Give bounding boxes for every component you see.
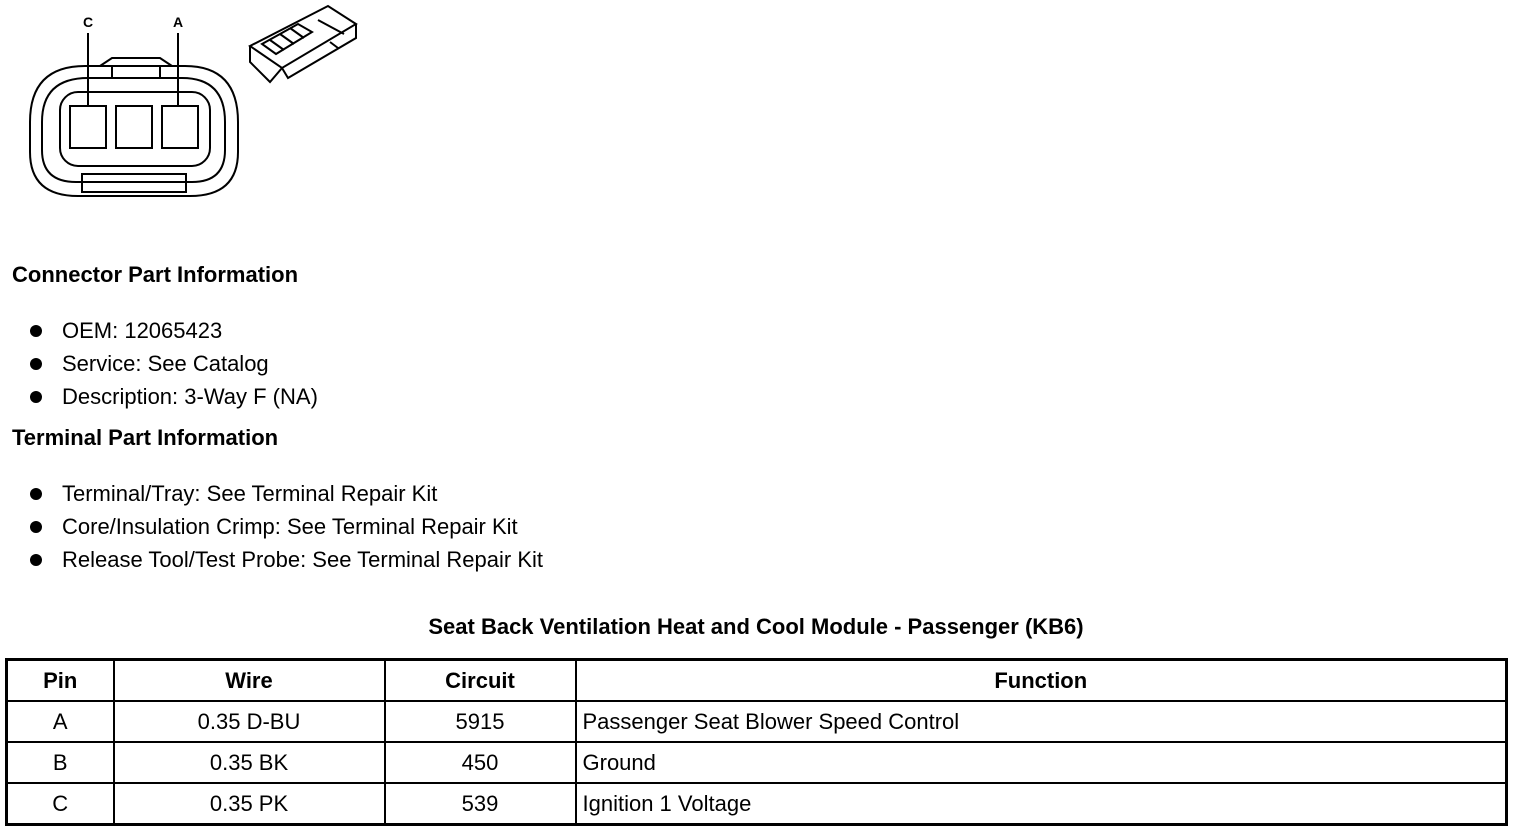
cell-function: Passenger Seat Blower Speed Control [576, 701, 1507, 742]
cell-pin: C [7, 783, 114, 825]
cell-pin: B [7, 742, 114, 783]
connector-oem: OEM: 12065423 [62, 318, 223, 343]
bullet-icon [30, 521, 42, 533]
cavity-c [70, 106, 106, 148]
cell-circuit: 450 [385, 742, 576, 783]
list-item [28, 477, 543, 510]
list-item [28, 510, 543, 543]
cell-wire: 0.35 D-BU [114, 701, 385, 742]
bullet-icon [30, 554, 42, 566]
connector-service: Service: See Catalog [62, 351, 269, 376]
connector-description: Description: 3-Way F (NA) [62, 384, 318, 409]
connector-3d-view [250, 6, 356, 82]
bullet-icon [30, 488, 42, 500]
bullet-icon [30, 391, 42, 403]
cell-wire: 0.35 PK [114, 783, 385, 825]
header-pin: Pin [7, 660, 114, 702]
cell-function: Ignition 1 Voltage [576, 783, 1507, 825]
header-circuit: Circuit [385, 660, 576, 702]
pin-label-c: C [83, 14, 94, 30]
connector-latch [100, 58, 172, 66]
connector-face [60, 92, 210, 166]
list-item [28, 314, 318, 347]
terminal-tray: Terminal/Tray: See Terminal Repair Kit [62, 481, 438, 506]
cavity-b [116, 106, 152, 148]
table-row [7, 783, 1507, 825]
cell-wire: 0.35 BK [114, 742, 385, 783]
cell-function: Ground [576, 742, 1507, 783]
table-row [7, 742, 1507, 783]
cell-circuit: 539 [385, 783, 576, 825]
cell-circuit: 5915 [385, 701, 576, 742]
connector-info-list [28, 314, 318, 413]
table-row [7, 701, 1507, 742]
terminal-crimp: Core/Insulation Crimp: See Terminal Repair Kit [62, 514, 518, 539]
header-wire: Wire [114, 660, 385, 702]
list-item [28, 380, 318, 413]
table-title: Seat Back Ventilation Heat and Cool Module - Passenger (KB6) [428, 614, 1084, 639]
list-item [28, 347, 318, 380]
table-header-row [7, 660, 1507, 702]
connector-housing-outline [30, 66, 238, 196]
terminal-info-list [28, 477, 543, 576]
terminal-release-tool: Release Tool/Test Probe: See Terminal Repair Kit [62, 547, 543, 572]
bullet-icon [30, 325, 42, 337]
cavity-a [162, 106, 198, 148]
list-item [28, 543, 543, 576]
cell-pin: A [7, 701, 114, 742]
bullet-icon [30, 358, 42, 370]
header-function: Function [576, 660, 1507, 702]
pinout-table [5, 658, 1508, 826]
connector-info-heading: Connector Part Information [12, 262, 299, 287]
pin-label-a: A [173, 14, 184, 30]
connector-diagram [0, 0, 380, 210]
terminal-info-heading: Terminal Part Information [12, 425, 279, 450]
